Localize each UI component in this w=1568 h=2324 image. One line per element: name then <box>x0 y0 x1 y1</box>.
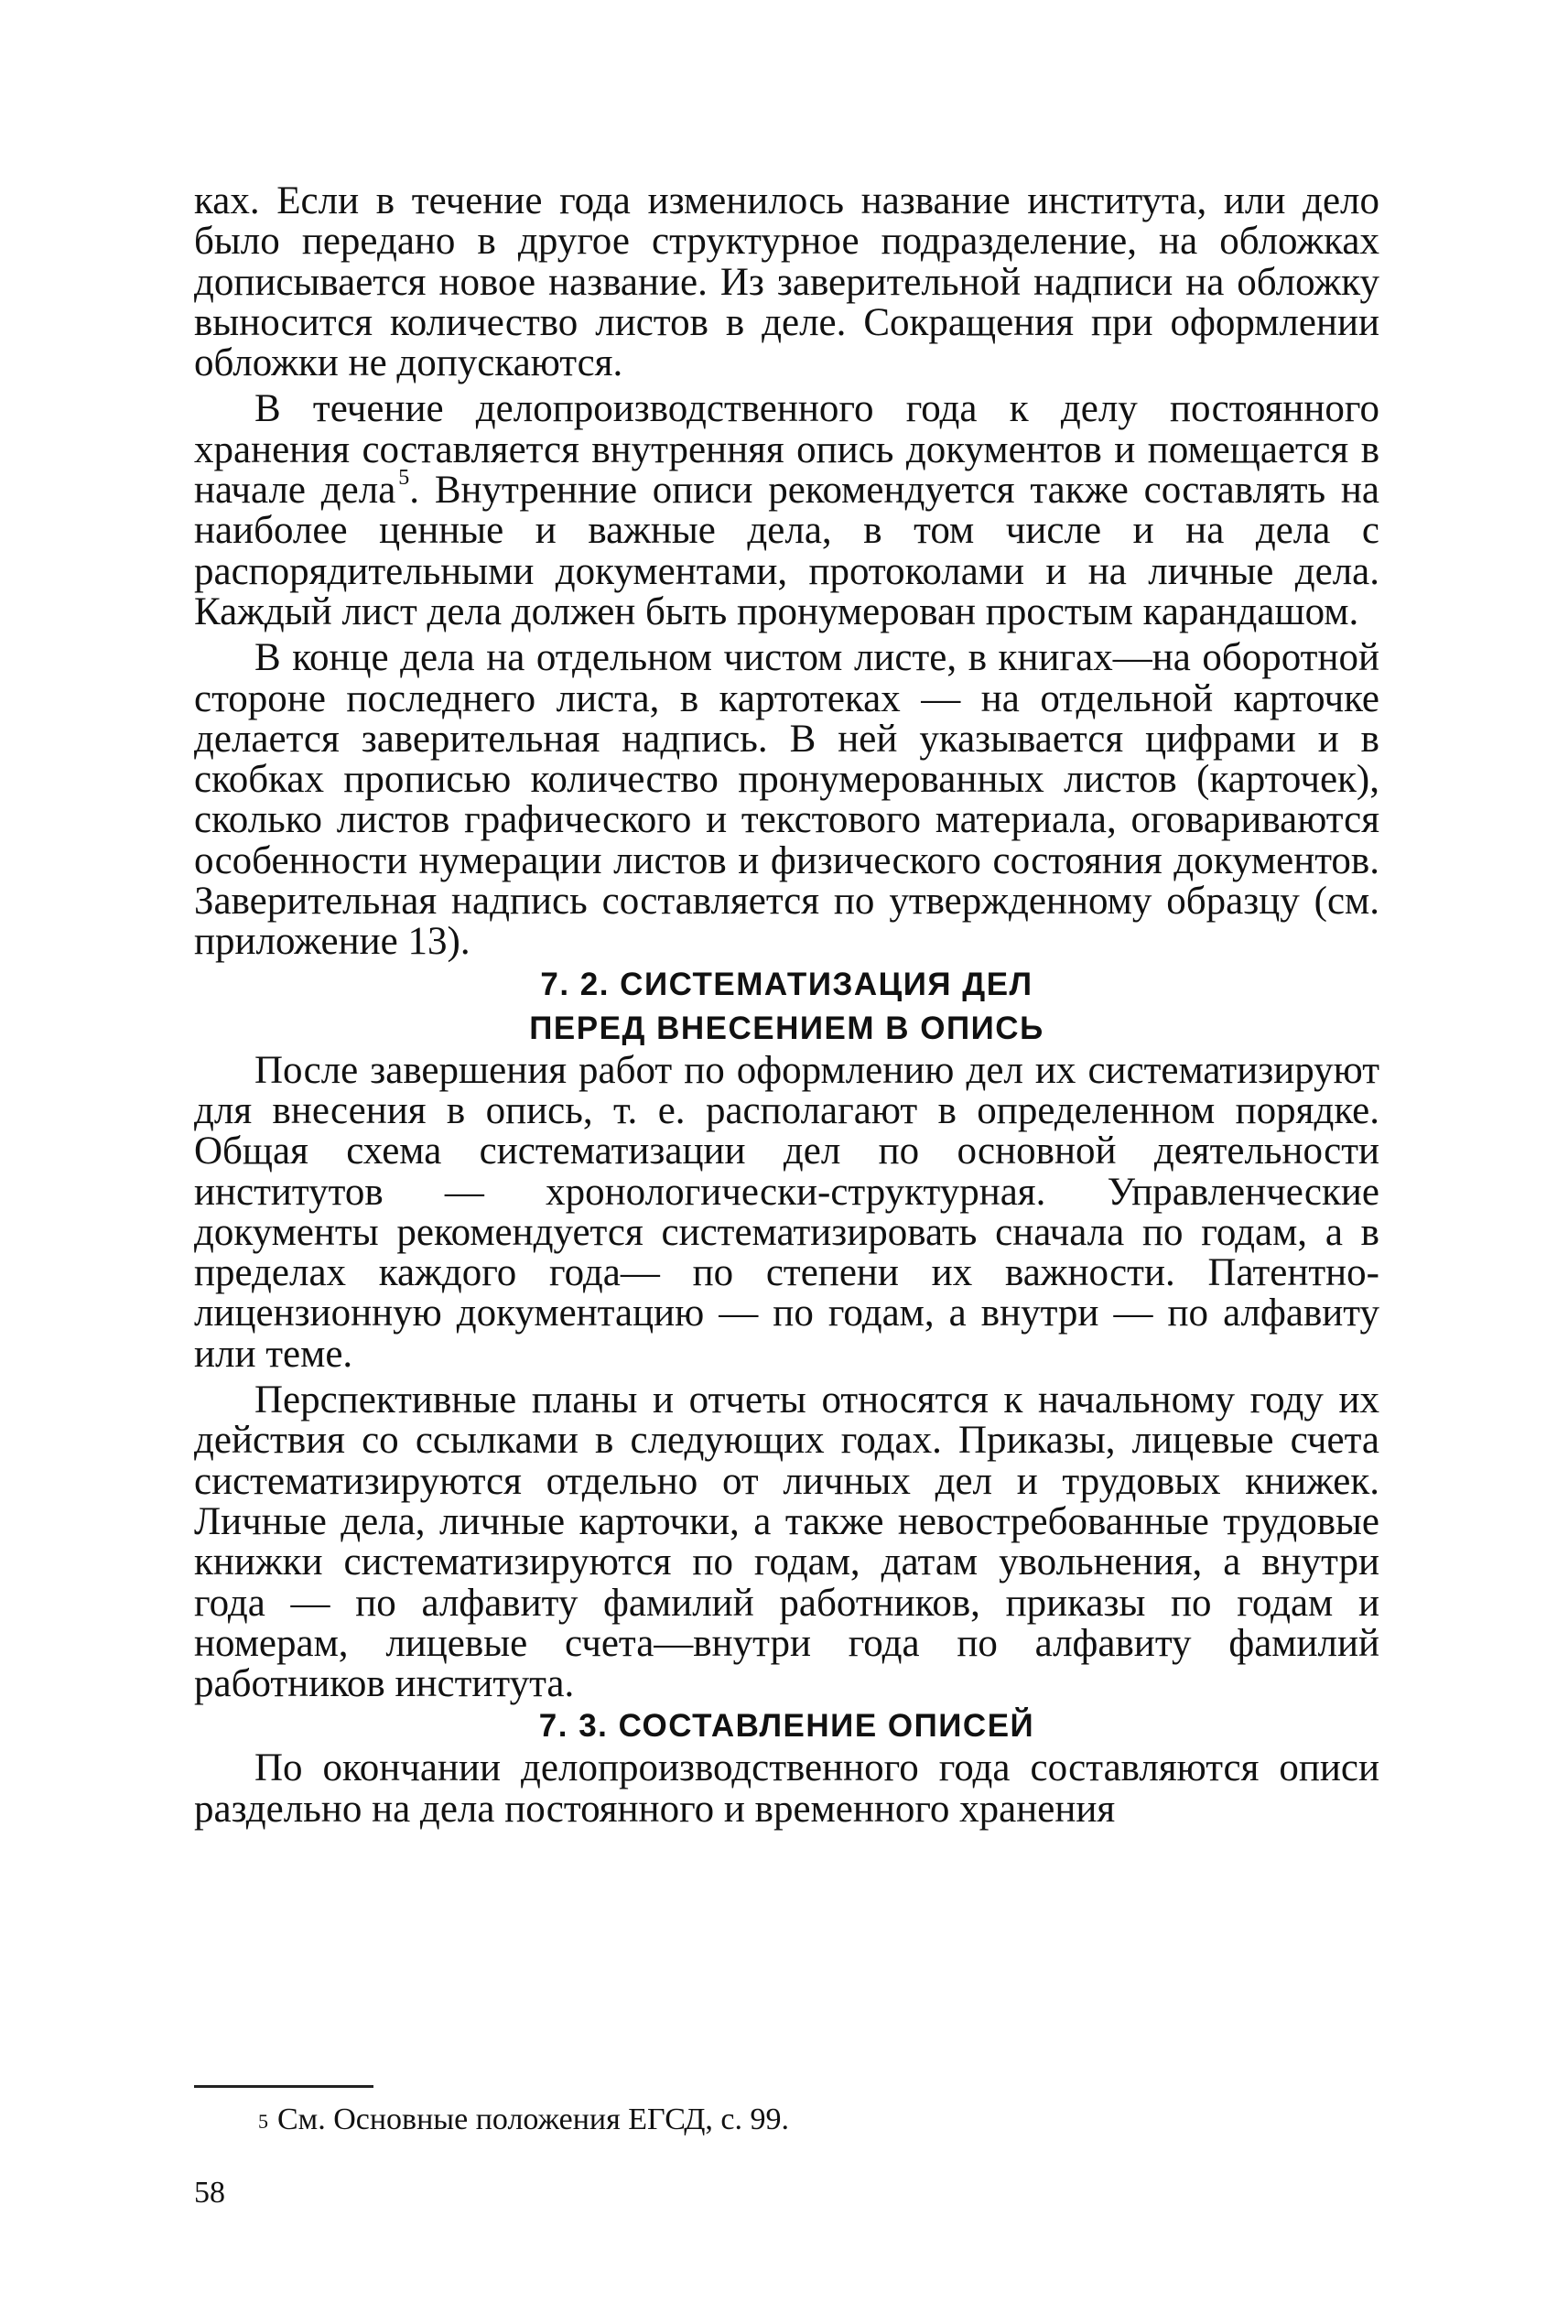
paragraph-3: В конце дела на отдельном чистом листе, в книгах—на оборотной стороне последнего листа, в картотеках — на отдельной карточке делается заверительная надпись. В ней указывается цифрами и в скобках прописью количество пронумерованных листов (карточек), сколько листов графического и текстового материала, оговариваются особенности нумерации листов и физического состояния документов. Заверительная надпись составляется по утвержденному образцу (см. приложение 13). <box>194 636 1379 964</box>
paragraph-4: После завершения работ по оформлению дел их систематизируют для внесения в опись, т. е. располагают в определенном порядке. Общая схема систематизации дел по основной деятельности институтов — хронологически-структурная. Управленческие документы рекомендуется систематизировать сначала по годам, а в пределах каждого года— по степени их важности. Патентно-лицензионную документацию — по годам, а внутри — по алфавиту или теме. <box>194 1048 1379 1376</box>
section-heading-7-2 <box>194 963 1379 1051</box>
footnote-text: См. Основные положения ЕГСД, с. 99. <box>277 2102 789 2136</box>
page-body <box>194 181 1379 1830</box>
footnote-reference: 5 <box>398 466 410 491</box>
paragraph-2 <box>194 389 1379 632</box>
paragraph-2-text-b: . Внутренние описи рекомендуется также составлять на наиболее ценные и важные дела, в том числе и на дела с распорядительными документами, протоколами и на личные дела. Каждый лист дела должен быть пронумерован простым карандашом. <box>194 469 1379 633</box>
section-heading-7-2-line-1: 7. 2. СИСТЕМАТИЗАЦИЯ ДЕЛ <box>540 966 1033 1002</box>
section-heading-7-2-line-2: ПЕРЕД ВНЕСЕНИЕМ В ОПИСЬ <box>529 1010 1044 1046</box>
paragraph-5: Перспективные планы и отчеты относятся к начальному году их действия со ссылками в следующих годах. Приказы, лицевые счета систематизируются отдельно от личных дел и трудовых книжек. Личные дела, личные карточки, а также невостребованные трудовые книжки систематизируются по годам, датам увольнения, а внутри года — по алфавиту фамилий работников, приказы по годам и номерам, лицевые счета—внутри года по алфавиту фамилий работников института. <box>194 1378 1379 1706</box>
footnote <box>258 2102 789 2138</box>
paragraph-6: По окончании делопроизводственного года составляются описи раздельно на дела постоянного и временного хранения <box>194 1746 1379 1831</box>
paragraph-1: ках. Если в течение года изменилось название института, или дело было передано в другое структурное подразделение, на обложках дописывается новое название. Из заверительной надписи на обложку выносится количество листов в деле. Сокращения при оформлении обложки не допускаются. <box>194 179 1379 385</box>
page-number: 58 <box>194 2176 225 2210</box>
paragraph-2-text-a: В течение делопроизводственного года к делу постоянного хранения составляется внутренняя опись документов и помещается в начале дела <box>194 387 1379 513</box>
section-heading-7-3: 7. 3. СОСТАВЛЕНИЕ ОПИСЕЙ <box>538 1708 1035 1745</box>
footnote-separator <box>194 2085 373 2088</box>
footnote-mark: 5 <box>258 2110 268 2133</box>
